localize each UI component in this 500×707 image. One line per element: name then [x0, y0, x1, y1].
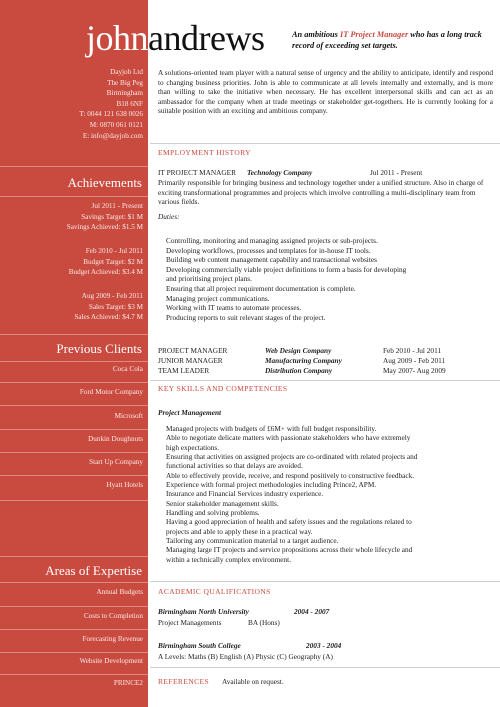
- section-rule: [150, 581, 500, 582]
- first-name: john: [86, 18, 149, 58]
- achievement-group: [69, 246, 143, 278]
- skills-heading: KEY SKILLS AND COMPETENCIES: [158, 384, 288, 393]
- list-item: high expectations.: [166, 442, 220, 452]
- sidebar-divider: [0, 429, 148, 430]
- expertise-item: PRINCE2: [113, 679, 143, 687]
- contact-mobile: M: 0870 061 0121: [89, 120, 143, 129]
- list-item: Ensuring that activities on assigned projects are co-ordinated with related projects and: [166, 452, 418, 462]
- duties-list: [166, 236, 406, 322]
- achievement-group: [67, 201, 143, 233]
- prev-job-company: Manufacturing Company: [265, 356, 342, 365]
- list-item: Senior stakeholder management skills.: [166, 498, 279, 508]
- job-description: Primarily responsible for bringing business and technology together under a unified structure. Also in charge of exciting transformational programmes and projects which involve controlling a multi-disciplinary team from various fields.: [158, 178, 484, 207]
- prev-job-dates: Feb 2010 - Jul 2011: [383, 346, 442, 355]
- skills-subheading: Project Management: [158, 408, 222, 417]
- list-item: functional activities so that delays are avoided.: [166, 461, 303, 471]
- sidebar-divider: [0, 166, 148, 167]
- list-item: Able to negotiate delicate matters with passionate stakeholders who have extremely: [166, 433, 411, 443]
- achievement-period: Jul 2011 - Present: [91, 202, 143, 210]
- list-item: Having a good appreciation of health and safety issues and the regulations related to: [166, 517, 412, 527]
- prev-job-company: Web Design Company: [265, 346, 332, 355]
- sidebar-divider: [0, 452, 148, 453]
- sidebar-divider: [0, 405, 148, 406]
- tagline-pre: An ambitious: [292, 30, 340, 39]
- list-item: Producing reports to suit relevant stages of the project.: [166, 312, 326, 322]
- list-item: Managing large IT projects and service propositions across their whole lifecycle and: [166, 545, 413, 555]
- sidebar-divider: [0, 382, 148, 383]
- prev-job-title: TEAM LEADER: [158, 366, 210, 375]
- list-item: Developing commercially viable project definitions to form a basis for developing: [166, 264, 407, 274]
- school-name: Birmingham North University: [158, 607, 249, 616]
- job-company: Technology Company: [247, 168, 313, 177]
- list-item: Working with IT teams to automate processes.: [166, 303, 302, 313]
- expertise-item: Annual Budgets: [96, 588, 143, 596]
- expertise-heading: Areas of Expertise: [45, 563, 142, 578]
- client-item: Start Up Company: [89, 458, 143, 466]
- list-item: Controlling, monitoring and managing assigned projects or sub-projects.: [166, 236, 378, 245]
- client-item: Coca Cola: [112, 365, 143, 373]
- duties-label: Duties:: [158, 212, 180, 221]
- school-years: 2003 - 2004: [306, 641, 342, 650]
- references-text: Available on request.: [222, 677, 284, 686]
- client-item: Dunkin Doughnuts: [88, 435, 143, 443]
- sidebar: [0, 0, 148, 707]
- tagline-post: who has a long track record of exceeding set targets.: [292, 30, 482, 50]
- contact-phone: T: 0044 121 638 0026: [79, 110, 143, 119]
- achievement-period: Feb 2010 - Jul 2011: [85, 247, 143, 255]
- contact-line: Dayjob Ltd: [110, 68, 143, 76]
- sidebar-divider: [0, 556, 148, 557]
- sidebar-divider: [0, 475, 148, 476]
- client-item: Ford Motor Company: [79, 388, 143, 396]
- list-item: Able to effectively provide, receive, and respond positively to constructive feedback.: [166, 470, 415, 480]
- sidebar-divider: [0, 334, 148, 335]
- job-dates: Jul 2011 - Present: [370, 168, 423, 177]
- prev-job-title: JUNIOR MANAGER: [158, 356, 223, 365]
- expertise-item: Costs to Completion: [83, 612, 143, 620]
- expertise-item: Website Development: [79, 657, 143, 665]
- tagline: [292, 29, 497, 51]
- job-title: IT PROJECT MANAGER: [158, 168, 236, 177]
- list-item: Managing project communications.: [166, 293, 270, 303]
- sidebar-divider: [0, 629, 148, 630]
- list-item: Developing workflows, processes and templates for in-house IT tools.: [166, 245, 371, 255]
- prev-job-dates: Aug 2009 - Feb 2011: [383, 356, 446, 365]
- contact-email: E: info@dayjob.com: [82, 131, 143, 140]
- contact-block: [79, 67, 143, 141]
- achievement-target: Sales Target: $3 M: [88, 302, 143, 311]
- school-name: Birmingham South College: [158, 641, 241, 650]
- references-heading: REFERENCES: [158, 677, 210, 686]
- sidebar-divider: [0, 582, 148, 583]
- clients-heading: Previous Clients: [56, 341, 142, 356]
- education-heading: ACADEMIC QUALIFICATIONS: [158, 587, 271, 596]
- list-item: and prioritising project plans.: [166, 274, 252, 284]
- achievements-heading: Achievements: [67, 175, 142, 190]
- employment-heading: EMPLOYMENT HISTORY: [158, 148, 251, 157]
- achievement-result: Savings Achieved: $1.5 M: [66, 223, 143, 232]
- list-item: within a technically complex environment.: [166, 554, 292, 564]
- contact-line: Birmingham: [106, 89, 143, 98]
- degree: BA (Hons): [248, 618, 280, 627]
- candidate-name: [86, 18, 264, 58]
- tagline-role: IT Project Manager: [339, 30, 409, 39]
- last-name: andrews: [148, 18, 265, 58]
- achievement-target: Budget Target: $2 M: [83, 257, 143, 266]
- achievement-result: Sales Achieved: $4.7 M: [74, 313, 143, 322]
- sidebar-divider: [0, 652, 148, 653]
- section-rule: [150, 380, 500, 381]
- sidebar-divider: [0, 674, 148, 675]
- skills-list: [166, 424, 417, 564]
- achievement-target: Savings Target: $1 M: [81, 212, 143, 221]
- prev-job-title: PROJECT MANAGER: [158, 346, 228, 355]
- contact-line: The Big Peg: [107, 78, 143, 87]
- achievement-result: Budget Achieved: $3.4 M: [68, 268, 143, 277]
- list-item: Managed projects with budgets of £6M+ with full budget responsibility.: [166, 424, 377, 433]
- section-rule: [150, 143, 500, 144]
- prev-job-dates: May 2007- Aug 2009: [383, 366, 446, 375]
- course-name: Project Managements: [158, 618, 222, 627]
- section-rule: [150, 667, 500, 668]
- school-years: 2004 - 2007: [294, 607, 330, 616]
- list-item: Building web content management capability and transactional websites: [166, 255, 377, 265]
- prev-job-company: Distribution Company: [265, 366, 333, 375]
- achievement-group: [74, 291, 143, 323]
- list-item: Experience with formal project methodologies including Prince2, APM.: [166, 480, 377, 490]
- list-item: Insurance and Financial Services industry experience.: [166, 489, 324, 499]
- list-item: Tailoring any communication material to a target audience.: [166, 536, 339, 546]
- client-item: Hyatt Hotels: [106, 481, 143, 489]
- contact-line: B18 6NF: [116, 99, 143, 108]
- list-item: Handling and solving problems.: [166, 508, 260, 518]
- expertise-item: Forecasting Revenue: [82, 635, 143, 643]
- achievement-period: Aug 2009 - Feb 2011: [81, 292, 143, 300]
- sidebar-divider: [0, 196, 148, 197]
- course-name: A Levels: Maths (B) English (A) Physic (C) Geography (A): [158, 652, 333, 661]
- personal-summary: A solutions-oriented team player with a natural sense of urgency and the ability to anticipate, identify and respond to changing business priorities. John is able to communicate at all levels internally and externally, and is more than willing to take the initiative when necessary. He has excellent interpersonal skills and can act as an ambassador for the company when at trade meetings or stakeholder get-togethers. He is currently looking for a suitable position with an exciting and ambitious company.: [158, 68, 493, 116]
- client-item: Microsoft: [114, 412, 143, 420]
- sidebar-divider: [0, 361, 148, 362]
- sidebar-divider: [0, 606, 148, 607]
- list-item: Ensuring that all project requirement documentation is complete.: [166, 283, 356, 293]
- sidebar-divider: [0, 500, 148, 501]
- list-item: projects and able to apply these in a practical way.: [166, 526, 313, 536]
